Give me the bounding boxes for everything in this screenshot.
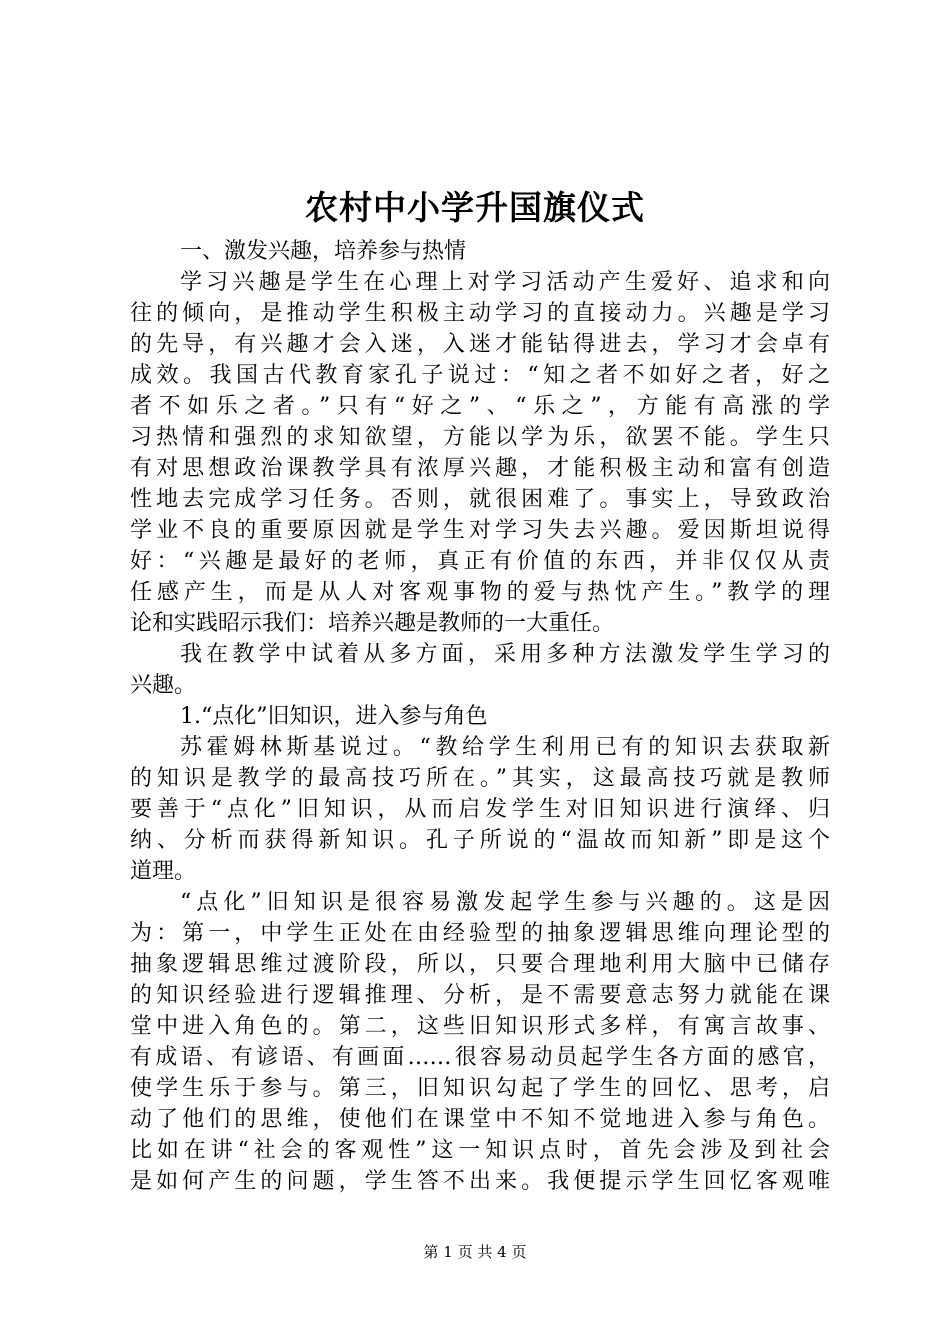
- text-line: 是如何产生的问题，学生答不出来。我便提示学生回忆客观唯: [130, 1169, 830, 1194]
- text-line: 有对思想政治课教学具有浓厚兴趣，才能积极主动和富有创造: [130, 456, 830, 481]
- page-footer: 第 1 页 共 4 页: [423, 1243, 527, 1261]
- text-line: 好：“兴趣是最好的老师，真正有价值的东西，并非仅仅从责: [130, 549, 830, 574]
- text-line: 学业不良的重要原因就是学生对学习失去兴趣。爱因斯坦说得: [130, 518, 830, 543]
- text-line: “点化”旧知识是很容易激发起学生参与兴趣的。这是因: [180, 890, 830, 915]
- text-line: 堂中进入角色的。第二，这些旧知识形式多样，有寓言故事、: [130, 1014, 830, 1039]
- document-title: 农村中小学升国旗仪式: [305, 188, 645, 227]
- text-line: 的先导，有兴趣才会入迷，入迷才能钻得进去，学习才会卓有: [130, 332, 830, 357]
- text-line: 成效。我国古代教育家孔子说过：“知之者不如好之者，好之: [130, 363, 830, 388]
- text-line: 论和实践昭示我们：培养兴趣是教师的一大重任。: [130, 611, 615, 636]
- text-line: 性地去完成学习任务。否则，就很困难了。事实上，导致政治: [130, 487, 830, 512]
- text-line: 往的倾向，是推动学生积极主动学习的直接动力。兴趣是学习: [130, 301, 830, 326]
- text-line: 任感产生，而是从人对客观事物的爱与热忱产生。”教学的理: [130, 580, 830, 605]
- text-line: 者不如乐之者。”只有“好之”、“乐之”，方能有高涨的学: [130, 394, 830, 419]
- text-line: 学习兴趣是学生在心理上对学习活动产生爱好、追求和向: [180, 270, 830, 295]
- text-line: 要善于“点化”旧知识，从而启发学生对旧知识进行演绎、归: [130, 797, 830, 822]
- document-body: [130, 236, 830, 1197]
- text-line: 一、激发兴趣，培养参与热情: [180, 239, 467, 264]
- text-line: 兴趣。: [130, 673, 197, 698]
- text-line: 使学生乐于参与。第三，旧知识勾起了学生的回忆、思考，启: [130, 1076, 830, 1101]
- text-line: 苏霍姆林斯基说过。“教给学生利用已有的知识去获取新: [180, 735, 830, 760]
- text-line: 抽象逻辑思维过渡阶段，所以，只要合理地利用大脑中已储存: [130, 952, 830, 977]
- text-line: 纳、分析而获得新知识。孔子所说的“温故而知新”即是这个: [130, 828, 830, 853]
- text-line: 为：第一，中学生正处在由经验型的抽象逻辑思维向理论型的: [130, 921, 830, 946]
- text-line: 比如在讲“社会的客观性”这一知识点时，首先会涉及到社会: [130, 1138, 830, 1163]
- text-line: 习热情和强烈的求知欲望，方能以学为乐，欲罢不能。学生只: [130, 425, 830, 450]
- text-line: 动了他们的思维，使他们在课堂中不知不觉地进入参与角色。: [130, 1107, 830, 1132]
- text-line: 道理。: [130, 859, 197, 884]
- text-line: 有成语、有谚语、有画面……很容易动员起学生各方面的感官，: [130, 1045, 830, 1070]
- text-line: 我在教学中试着从多方面，采用多种方法激发学生学习的: [180, 642, 830, 667]
- text-line: 1.“点化”旧知识，进入参与角色: [180, 704, 488, 729]
- text-line: 的知识经验进行逻辑推理、分析，是不需要意志努力就能在课: [130, 983, 830, 1008]
- text-line: 的知识是教学的最高技巧所在。”其实，这最高技巧就是教师: [130, 766, 830, 791]
